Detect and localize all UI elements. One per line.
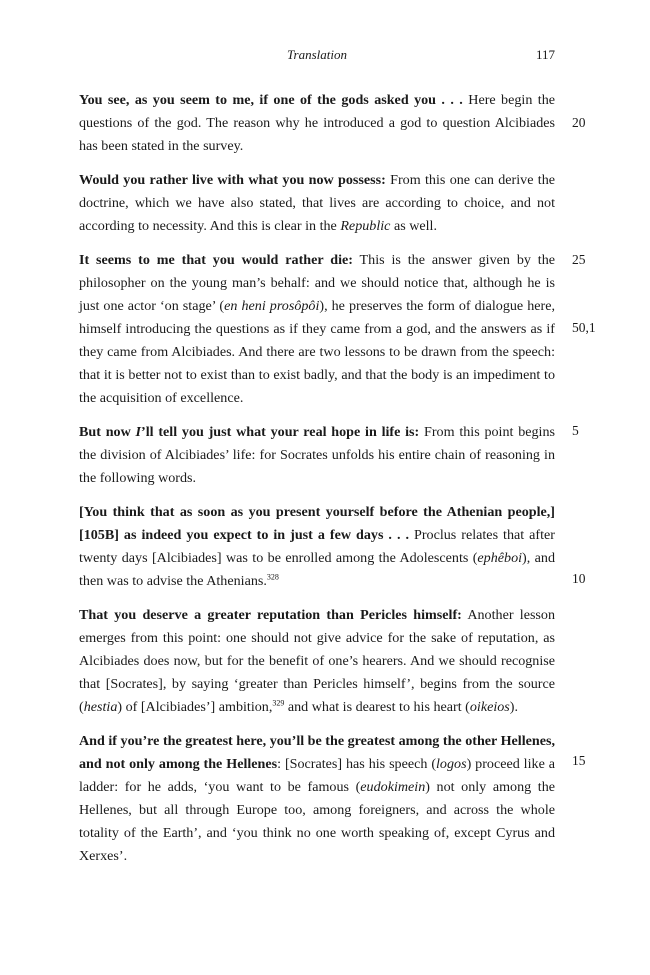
lemma-italic: I [135,424,142,440]
greek-term: hestia [83,699,118,715]
margin-line-number: 20 [572,115,586,130]
running-title: Translation [287,47,347,62]
lemma: Would you rather live with what you now possess: [79,172,386,188]
footnote-ref[interactable]: 328 [266,572,279,582]
commentary: ) proceed like a ladder: for he adds, ‘you want to be famous ( [79,756,555,795]
lemma [79,424,419,440]
greek-term: logos [436,756,467,772]
margin-line-number: 50,1 [572,320,596,335]
margin-line-number: 25 [572,252,586,267]
margin-line-number: 15 [572,753,586,768]
commentary: ) not only among the Hellenes, but all through Europe too, among foreigners, and across the whole totality of the Earth’, and ‘you think no one worth speaking of, except Cyrus and Xerxes’. [79,779,555,864]
commentary-text [79,89,555,879]
commentary: Another lesson emerges from this point: one should not give advice for the sake of reputation, as Alcibiades does now, but for the benefit of one’s hearers. And we should recognise that [Socrates], by saying ‘greater than Pericles himself’, begins from the source ( [79,607,556,715]
commentary: ), and then was to advise the Athenians. [79,550,555,589]
paragraph-1 [79,89,555,158]
footnote-ref[interactable]: 329 [272,698,285,708]
lemma: It seems to me that you would rather die: [79,252,353,268]
commentary: Proclus relates that after twenty days [Alcibiades] was to be enrolled among the Adolescents ( [79,527,555,566]
work-title: Republic [340,218,391,234]
commentary: From this point begins the division of Alcibiades’ life: for Socrates unfolds his entire chain of reasoning in the following words. [79,424,555,486]
paragraph-4 [79,421,555,490]
paragraph-2 [79,169,555,238]
lemma-part: But now [79,424,136,440]
commentary: ), he preserves the form of dialogue here, himself introducing the questions as if they came from a god, and the answers as if they came from Alcibiades. And there are two lessons to be drawn from the speech: that it is better not to exist than to exist badly, and that the body is an impediment to the acquisition of excellence. [79,298,555,406]
margin-line-number: 10 [572,571,586,586]
commentary: Here begin the questions of the god. The reason why he introduced a god to question Alcibiades has been stated in the survey. [79,92,556,154]
commentary: ). [509,699,519,715]
paragraph-7 [79,730,555,868]
paragraph-6 [79,604,555,719]
paragraph-3 [79,249,555,410]
commentary: and what is dearest to his heart ( [284,699,470,715]
lemma: And if you’re the greatest here, you’ll be the greatest among the other Hellenes, and not only among the Hellenes [79,733,555,772]
commentary: ) of [Alcibiades’] ambition, [117,699,273,715]
greek-term: eudokimein [360,779,426,795]
lemma-part: ’ll tell you just what your real hope in life is: [141,424,420,440]
greek-term: ephêboi [477,550,523,566]
running-header [79,47,555,65]
greek-term: en heni prosôpôi [224,298,320,314]
lemma: [You think that as soon as you present yourself before the Athenian people,] [105B] as indeed you expect to in just a few days . . . [79,504,555,543]
commentary: This is the answer given by the philosopher on the young man’s behalf: and we should notice that, although he is just one actor ‘on stage’ ( [79,252,556,314]
page-number: 117 [535,47,555,62]
lemma: That you deserve a greater reputation than Pericles himself: [79,607,462,623]
commentary: From this one can derive the doctrine, which we have also stated, that lives are according to choice, and not according to necessity. And this is clear in the [79,172,555,234]
commentary: as well. [390,218,437,234]
lemma: You see, as you seem to me, if one of the gods asked you . . . [79,92,463,108]
margin-line-number: 5 [572,423,579,438]
paragraph-5 [79,501,555,593]
commentary: : [Socrates] has his speech ( [277,756,437,772]
greek-term: oikeios [469,699,510,715]
